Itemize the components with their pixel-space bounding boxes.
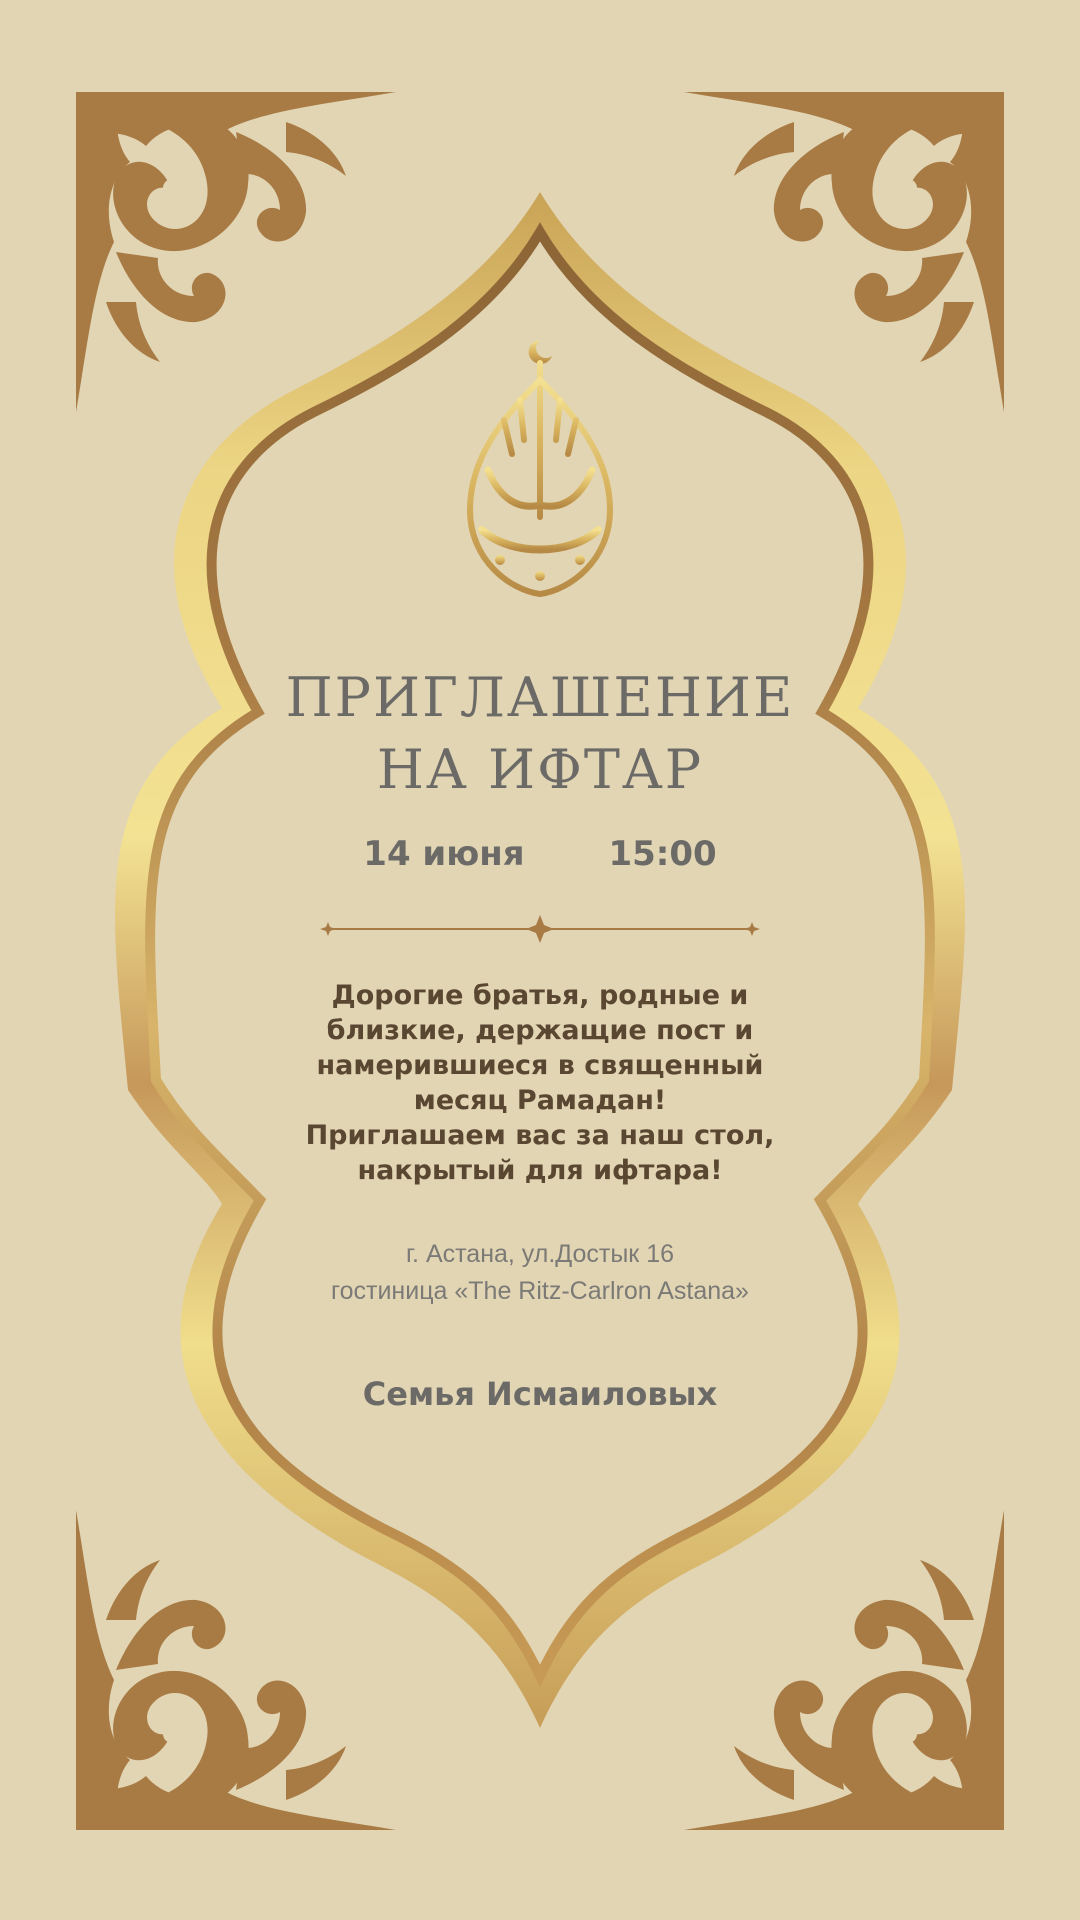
event-address [0, 1236, 1080, 1310]
address-line-2: гостиница «The Ritz-Carlron Astana» [331, 1277, 749, 1305]
corner-ornament-icon [76, 1510, 396, 1830]
title-line-1: ПРИГЛАШЕНИЕ [285, 666, 795, 729]
message-line: близкие, держащие пост и [326, 1015, 754, 1046]
invitation-title [0, 662, 1080, 806]
event-date: 14 июня [363, 834, 525, 874]
message-line: накрытый для ифтара! [357, 1155, 723, 1186]
corner-ornament-icon [684, 1510, 1004, 1830]
host-signature: Семья Исмаиловых [362, 1375, 718, 1413]
invitation-message [0, 978, 1080, 1188]
message-line: месяц Рамадан! [413, 1085, 667, 1116]
address-line-1: г. Астана, ул.Достык 16 [405, 1240, 675, 1268]
title-line-2: НА ИФТАР [376, 738, 704, 801]
star-divider-icon [320, 915, 760, 943]
message-line: Дорогие братья, родные и [331, 980, 749, 1011]
calligraphy-emblem [470, 340, 610, 594]
event-datetime [0, 832, 1080, 876]
event-time: 15:00 [608, 834, 717, 874]
message-line: Приглашаем вас за наш стол, [305, 1120, 775, 1151]
message-line: намерившиеся в священный [316, 1050, 764, 1081]
